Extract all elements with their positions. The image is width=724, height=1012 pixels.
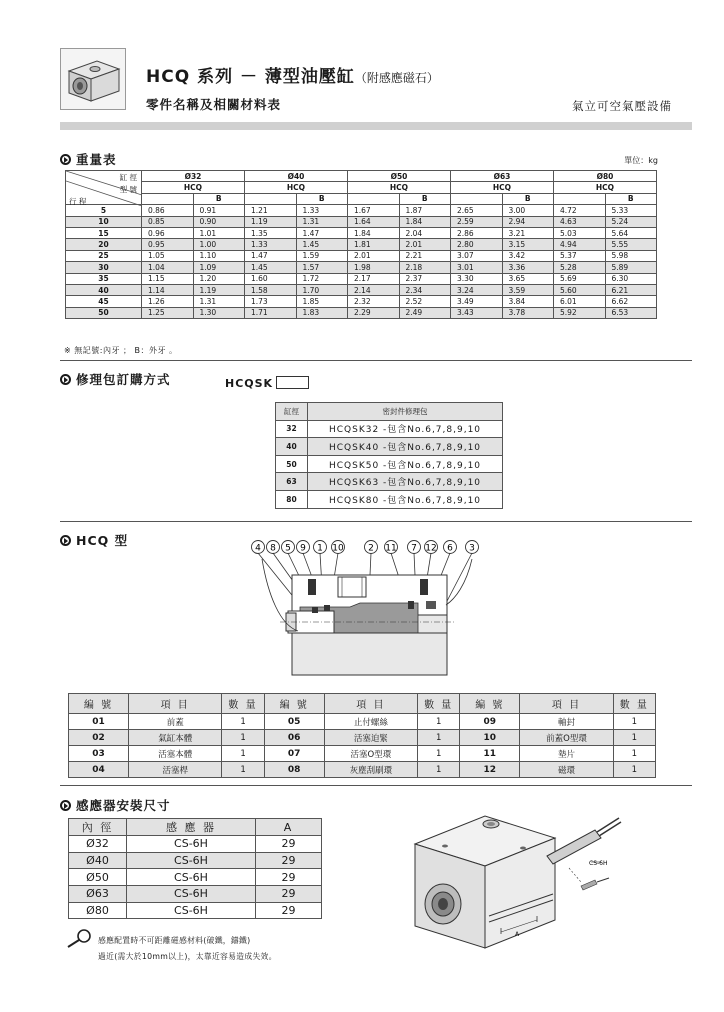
weight-row	[66, 227, 657, 238]
weight-value: 1.31	[193, 296, 245, 307]
weight-note: ※ 無記號:內牙 ； B：外牙 。	[64, 346, 178, 355]
weight-value: 2.37	[399, 273, 451, 284]
kit-name: HCQSK40 -包含No.6,7,8,9,10	[308, 438, 503, 456]
part-no: 09	[460, 714, 520, 730]
weight-value: 6.30	[605, 273, 657, 284]
part-qty: 1	[222, 714, 264, 730]
weight-value: 1.60	[245, 273, 297, 284]
weight-value: 0.90	[193, 216, 245, 227]
part-no: 05	[264, 714, 324, 730]
part-callout	[282, 541, 295, 554]
model-header: HCQ	[245, 182, 348, 193]
weight-row	[66, 262, 657, 273]
sensor-install-drawing	[405, 808, 645, 958]
kit-row	[276, 420, 503, 438]
arrow-bullet-icon	[60, 154, 71, 165]
weight-value: 2.94	[502, 216, 554, 227]
bore-header: Ø80	[554, 171, 657, 182]
col-b-header: B	[605, 193, 657, 204]
part-callout	[297, 541, 310, 554]
weight-value: 3.43	[451, 307, 503, 318]
sensor-cell: CS-6H	[127, 869, 256, 886]
callout-number: 7	[411, 543, 417, 554]
stroke-cell: 5	[66, 205, 142, 216]
kit-bore: 63	[276, 473, 308, 491]
part-qty: 1	[418, 714, 460, 730]
part-callout	[252, 541, 265, 554]
kit-row	[276, 455, 503, 473]
parts-header: 項 目	[324, 694, 417, 714]
callout-number: 6	[447, 543, 453, 554]
weight-value: 1.33	[296, 205, 348, 216]
weight-corner-cell	[66, 171, 142, 205]
weight-value: 1.98	[348, 262, 400, 273]
weight-value: 3.84	[502, 296, 554, 307]
weight-value: 5.55	[605, 239, 657, 250]
parts-header: 數 量	[613, 694, 655, 714]
part-no: 07	[264, 746, 324, 762]
weight-value: 1.25	[142, 307, 194, 318]
divider	[60, 521, 692, 522]
kit-bore: 80	[276, 490, 308, 508]
weight-value: 4.63	[554, 216, 606, 227]
corner-stroke-label: 行 程	[69, 197, 87, 206]
part-callout	[466, 541, 479, 554]
weight-value: 1.59	[296, 250, 348, 261]
part-item: 止付螺絲	[324, 714, 417, 730]
weight-value: 3.59	[502, 284, 554, 295]
hcq-section-title: HCQ 型	[60, 531, 128, 549]
part-no: 12	[460, 762, 520, 778]
weight-value: 2.14	[348, 284, 400, 295]
weight-value: 2.52	[399, 296, 451, 307]
weight-value: 2.34	[399, 284, 451, 295]
weight-value: 2.65	[451, 205, 503, 216]
part-callout	[332, 541, 345, 554]
corner-model-label: 型 號	[119, 185, 137, 194]
weight-unit: 單位：kg	[624, 156, 658, 165]
part-qty: 1	[418, 730, 460, 746]
parts-table	[68, 693, 656, 778]
part-qty: 1	[613, 714, 655, 730]
part-qty: 1	[613, 730, 655, 746]
weight-value: 1.30	[193, 307, 245, 318]
weight-value: 5.28	[554, 262, 606, 273]
stroke-cell: 40	[66, 284, 142, 295]
brand-name: 氣立可空氣壓設備	[572, 99, 672, 113]
stroke-cell: 45	[66, 296, 142, 307]
weight-section-title: 重量表	[60, 150, 117, 168]
weight-value: 1.19	[193, 284, 245, 295]
part-item: 活塞迫緊	[324, 730, 417, 746]
callout-number: 5	[285, 543, 291, 554]
hcq-section-drawing	[240, 535, 480, 680]
weight-value: 1.57	[296, 262, 348, 273]
part-item: 氣缸本體	[129, 730, 222, 746]
magnifier-icon	[64, 928, 96, 948]
weight-value: 1.45	[296, 239, 348, 250]
kit-bore: 32	[276, 420, 308, 438]
bore-header: Ø40	[245, 171, 348, 182]
arrow-bullet-icon	[60, 800, 71, 811]
parts-row	[69, 746, 656, 762]
weight-value: 6.53	[605, 307, 657, 318]
weight-value: 3.21	[502, 227, 554, 238]
weight-value: 1.15	[142, 273, 194, 284]
weight-value: 2.01	[399, 239, 451, 250]
weight-value: 2.17	[348, 273, 400, 284]
part-item: 活塞O型環	[324, 746, 417, 762]
weight-value: 1.73	[245, 296, 297, 307]
weight-value: 3.65	[502, 273, 554, 284]
weight-value: 5.64	[605, 227, 657, 238]
part-qty: 1	[222, 746, 264, 762]
part-callout	[408, 541, 421, 554]
sensor-cell: 29	[256, 852, 322, 869]
weight-value: 1.20	[193, 273, 245, 284]
weight-value: 5.92	[554, 307, 606, 318]
part-item: 灰塵刮刷環	[324, 762, 417, 778]
weight-row	[66, 296, 657, 307]
stroke-cell: 50	[66, 307, 142, 318]
parts-header: 項 目	[520, 694, 613, 714]
part-qty: 1	[613, 746, 655, 762]
part-item: 磁環	[520, 762, 613, 778]
weight-row	[66, 250, 657, 261]
stroke-cell: 35	[66, 273, 142, 284]
weight-value: 2.21	[399, 250, 451, 261]
stroke-cell: 15	[66, 227, 142, 238]
weight-row	[66, 216, 657, 227]
sensor-row	[69, 836, 322, 853]
part-qty: 1	[613, 762, 655, 778]
part-qty: 1	[222, 730, 264, 746]
weight-value: 3.00	[502, 205, 554, 216]
weight-value: 0.95	[142, 239, 194, 250]
weight-value: 5.89	[605, 262, 657, 273]
part-item: 前蓋	[129, 714, 222, 730]
sensor-model-label: CS-6H	[589, 860, 608, 867]
sensor-cell: Ø50	[69, 869, 127, 886]
sensor-row	[69, 902, 322, 919]
kit-row	[276, 490, 503, 508]
weight-value: 2.18	[399, 262, 451, 273]
weight-row	[66, 239, 657, 250]
kit-table	[275, 402, 503, 509]
weight-row	[66, 284, 657, 295]
parts-header: 編 號	[264, 694, 324, 714]
part-callout	[365, 541, 378, 554]
arrow-bullet-icon	[60, 374, 71, 385]
bore-header: Ø50	[348, 171, 451, 182]
weight-value: 0.96	[142, 227, 194, 238]
weight-value: 1.47	[245, 250, 297, 261]
part-item: 前蓋O型環	[520, 730, 613, 746]
part-item: 活塞本體	[129, 746, 222, 762]
weight-value: 6.62	[605, 296, 657, 307]
part-qty: 1	[418, 746, 460, 762]
weight-row	[66, 307, 657, 318]
weight-value: 0.85	[142, 216, 194, 227]
weight-value: 2.86	[451, 227, 503, 238]
model-header: HCQ	[451, 182, 554, 193]
model-header: HCQ	[554, 182, 657, 193]
model-header: HCQ	[348, 182, 451, 193]
weight-value: 2.49	[399, 307, 451, 318]
weight-value: 1.04	[142, 262, 194, 273]
weight-value: 3.01	[451, 262, 503, 273]
weight-value: 1.87	[399, 205, 451, 216]
weight-value: 3.78	[502, 307, 554, 318]
part-callout	[444, 541, 457, 554]
sensor-cell: CS-6H	[127, 886, 256, 903]
weight-value: 1.85	[296, 296, 348, 307]
divider	[60, 785, 692, 786]
part-no: 04	[69, 762, 129, 778]
weight-value: 1.05	[142, 250, 194, 261]
kit-name: HCQSK32 -包含No.6,7,8,9,10	[308, 420, 503, 438]
parts-row	[69, 730, 656, 746]
sensor-row	[69, 886, 322, 903]
parts-row	[69, 762, 656, 778]
weight-value: 1.45	[245, 262, 297, 273]
stroke-cell: 10	[66, 216, 142, 227]
sensor-note: 感應配置時不可距離磁感材料(破鐵，鑄鐵) 過近(需大於10mm以上)，太靠近容易造成失效。	[98, 936, 277, 961]
weight-value: 3.15	[502, 239, 554, 250]
weight-value: 5.24	[605, 216, 657, 227]
weight-value: 1.71	[245, 307, 297, 318]
col-b-header: B	[296, 193, 348, 204]
weight-value: 1.84	[399, 216, 451, 227]
bore-header: Ø32	[142, 171, 245, 182]
part-no: 01	[69, 714, 129, 730]
part-item: 活塞桿	[129, 762, 222, 778]
sensor-cell: Ø80	[69, 902, 127, 919]
weight-value: 1.19	[245, 216, 297, 227]
weight-value: 1.47	[296, 227, 348, 238]
weight-value: 1.58	[245, 284, 297, 295]
weight-value: 1.67	[348, 205, 400, 216]
weight-value: 1.10	[193, 250, 245, 261]
sensor-cell: 29	[256, 902, 322, 919]
weight-value: 1.35	[245, 227, 297, 238]
part-no: 10	[460, 730, 520, 746]
callout-number: 8	[270, 543, 276, 554]
weight-value: 5.60	[554, 284, 606, 295]
page-title: HCQ 系列 － 薄型油壓缸（附感應磁石）	[146, 67, 439, 87]
sensor-cell: CS-6H	[127, 836, 256, 853]
callout-number: 10	[332, 543, 344, 554]
weight-value: 2.32	[348, 296, 400, 307]
sensor-col-sensor: 感 應 器	[127, 819, 256, 836]
dimension-a-label: A	[515, 931, 520, 938]
part-no: 08	[264, 762, 324, 778]
kit-col-kit: 密封件修理包	[308, 403, 503, 421]
weight-value: 1.83	[296, 307, 348, 318]
weight-value: 1.01	[193, 227, 245, 238]
sensor-cell: Ø63	[69, 886, 127, 903]
weight-value: 1.21	[245, 205, 297, 216]
sensor-row	[69, 852, 322, 869]
weight-value: 3.42	[502, 250, 554, 261]
weight-value: 1.72	[296, 273, 348, 284]
weight-value: 3.36	[502, 262, 554, 273]
part-qty: 1	[418, 762, 460, 778]
bore-header: Ø63	[451, 171, 554, 182]
weight-value: 1.00	[193, 239, 245, 250]
weight-value: 1.33	[245, 239, 297, 250]
weight-value: 3.30	[451, 273, 503, 284]
model-header: HCQ	[142, 182, 245, 193]
weight-value: 0.86	[142, 205, 194, 216]
kit-name: HCQSK63 -包含No.6,7,8,9,10	[308, 473, 503, 491]
part-item: 墊片	[520, 746, 613, 762]
parts-header: 項 目	[129, 694, 222, 714]
sensor-cell: 29	[256, 836, 322, 853]
callout-number: 9	[300, 543, 306, 554]
sensor-cell: Ø40	[69, 852, 127, 869]
kit-name: HCQSK50 -包含No.6,7,8,9,10	[308, 455, 503, 473]
part-callout	[314, 541, 327, 554]
sensor-col-a: A	[256, 819, 322, 836]
weight-value: 6.01	[554, 296, 606, 307]
weight-value: 4.72	[554, 205, 606, 216]
weight-value: 1.09	[193, 262, 245, 273]
weight-value: 3.24	[451, 284, 503, 295]
parts-row	[69, 714, 656, 730]
weight-row	[66, 273, 657, 284]
col-b-header: B	[399, 193, 451, 204]
sensor-col-bore: 內 徑	[69, 819, 127, 836]
callout-number: 12	[425, 543, 437, 554]
divider	[60, 360, 692, 361]
col-b-header: B	[502, 193, 554, 204]
callout-number: 2	[368, 543, 374, 554]
part-qty: 1	[222, 762, 264, 778]
kit-bore: 40	[276, 438, 308, 456]
weight-value: 3.07	[451, 250, 503, 261]
kit-col-bore: 缸徑	[276, 403, 308, 421]
weight-value: 0.91	[193, 205, 245, 216]
weight-value: 2.04	[399, 227, 451, 238]
page-subtitle: 零件名稱及相關材料表	[146, 97, 282, 112]
part-no: 11	[460, 746, 520, 762]
weight-value: 2.29	[348, 307, 400, 318]
weight-value: 1.81	[348, 239, 400, 250]
weight-value: 2.59	[451, 216, 503, 227]
kit-row	[276, 473, 503, 491]
weight-value: 5.98	[605, 250, 657, 261]
weight-value: 3.49	[451, 296, 503, 307]
corner-bore-label: 缸 徑	[119, 173, 137, 182]
weight-value: 1.70	[296, 284, 348, 295]
parts-header: 數 量	[222, 694, 264, 714]
arrow-bullet-icon	[60, 535, 71, 546]
weight-value: 1.31	[296, 216, 348, 227]
callout-number: 1	[317, 543, 323, 554]
callout-number: 4	[255, 543, 261, 554]
stroke-cell: 30	[66, 262, 142, 273]
sensor-section-title: 感應器安裝尺寸	[60, 796, 171, 814]
sensor-cell: CS-6H	[127, 852, 256, 869]
sensor-cell: CS-6H	[127, 902, 256, 919]
part-no: 02	[69, 730, 129, 746]
weight-value: 6.21	[605, 284, 657, 295]
weight-value: 2.01	[348, 250, 400, 261]
kit-code-label: HCQSK	[225, 377, 274, 390]
callout-number: 11	[385, 543, 397, 554]
weight-value: 4.94	[554, 239, 606, 250]
callout-number: 3	[469, 543, 475, 554]
parts-header: 編 號	[460, 694, 520, 714]
product-thumbnail	[60, 48, 126, 110]
header-bar	[60, 122, 692, 130]
kit-bore: 50	[276, 455, 308, 473]
sensor-cell: Ø32	[69, 836, 127, 853]
col-b-header: B	[193, 193, 245, 204]
kit-section-title: 修理包訂購方式	[60, 370, 171, 388]
sensor-cell: 29	[256, 869, 322, 886]
weight-value: 1.64	[348, 216, 400, 227]
stroke-cell: 25	[66, 250, 142, 261]
weight-value: 5.69	[554, 273, 606, 284]
part-no: 03	[69, 746, 129, 762]
sensor-table	[68, 818, 322, 919]
weight-value: 2.80	[451, 239, 503, 250]
part-item: 軸封	[520, 714, 613, 730]
part-no: 06	[264, 730, 324, 746]
weight-table	[65, 170, 657, 319]
weight-value: 1.14	[142, 284, 194, 295]
kit-row	[276, 438, 503, 456]
parts-header: 編 號	[69, 694, 129, 714]
weight-value: 5.03	[554, 227, 606, 238]
weight-row	[66, 205, 657, 216]
weight-value: 5.33	[605, 205, 657, 216]
part-callout	[385, 541, 398, 554]
sensor-cell: 29	[256, 886, 322, 903]
parts-header: 數 量	[418, 694, 460, 714]
weight-value: 5.37	[554, 250, 606, 261]
kit-code-box	[276, 376, 309, 389]
weight-value: 1.26	[142, 296, 194, 307]
weight-value: 1.84	[348, 227, 400, 238]
sensor-row	[69, 869, 322, 886]
stroke-cell: 20	[66, 239, 142, 250]
part-callout	[267, 541, 280, 554]
part-callout	[425, 541, 438, 554]
kit-name: HCQSK80 -包含No.6,7,8,9,10	[308, 490, 503, 508]
